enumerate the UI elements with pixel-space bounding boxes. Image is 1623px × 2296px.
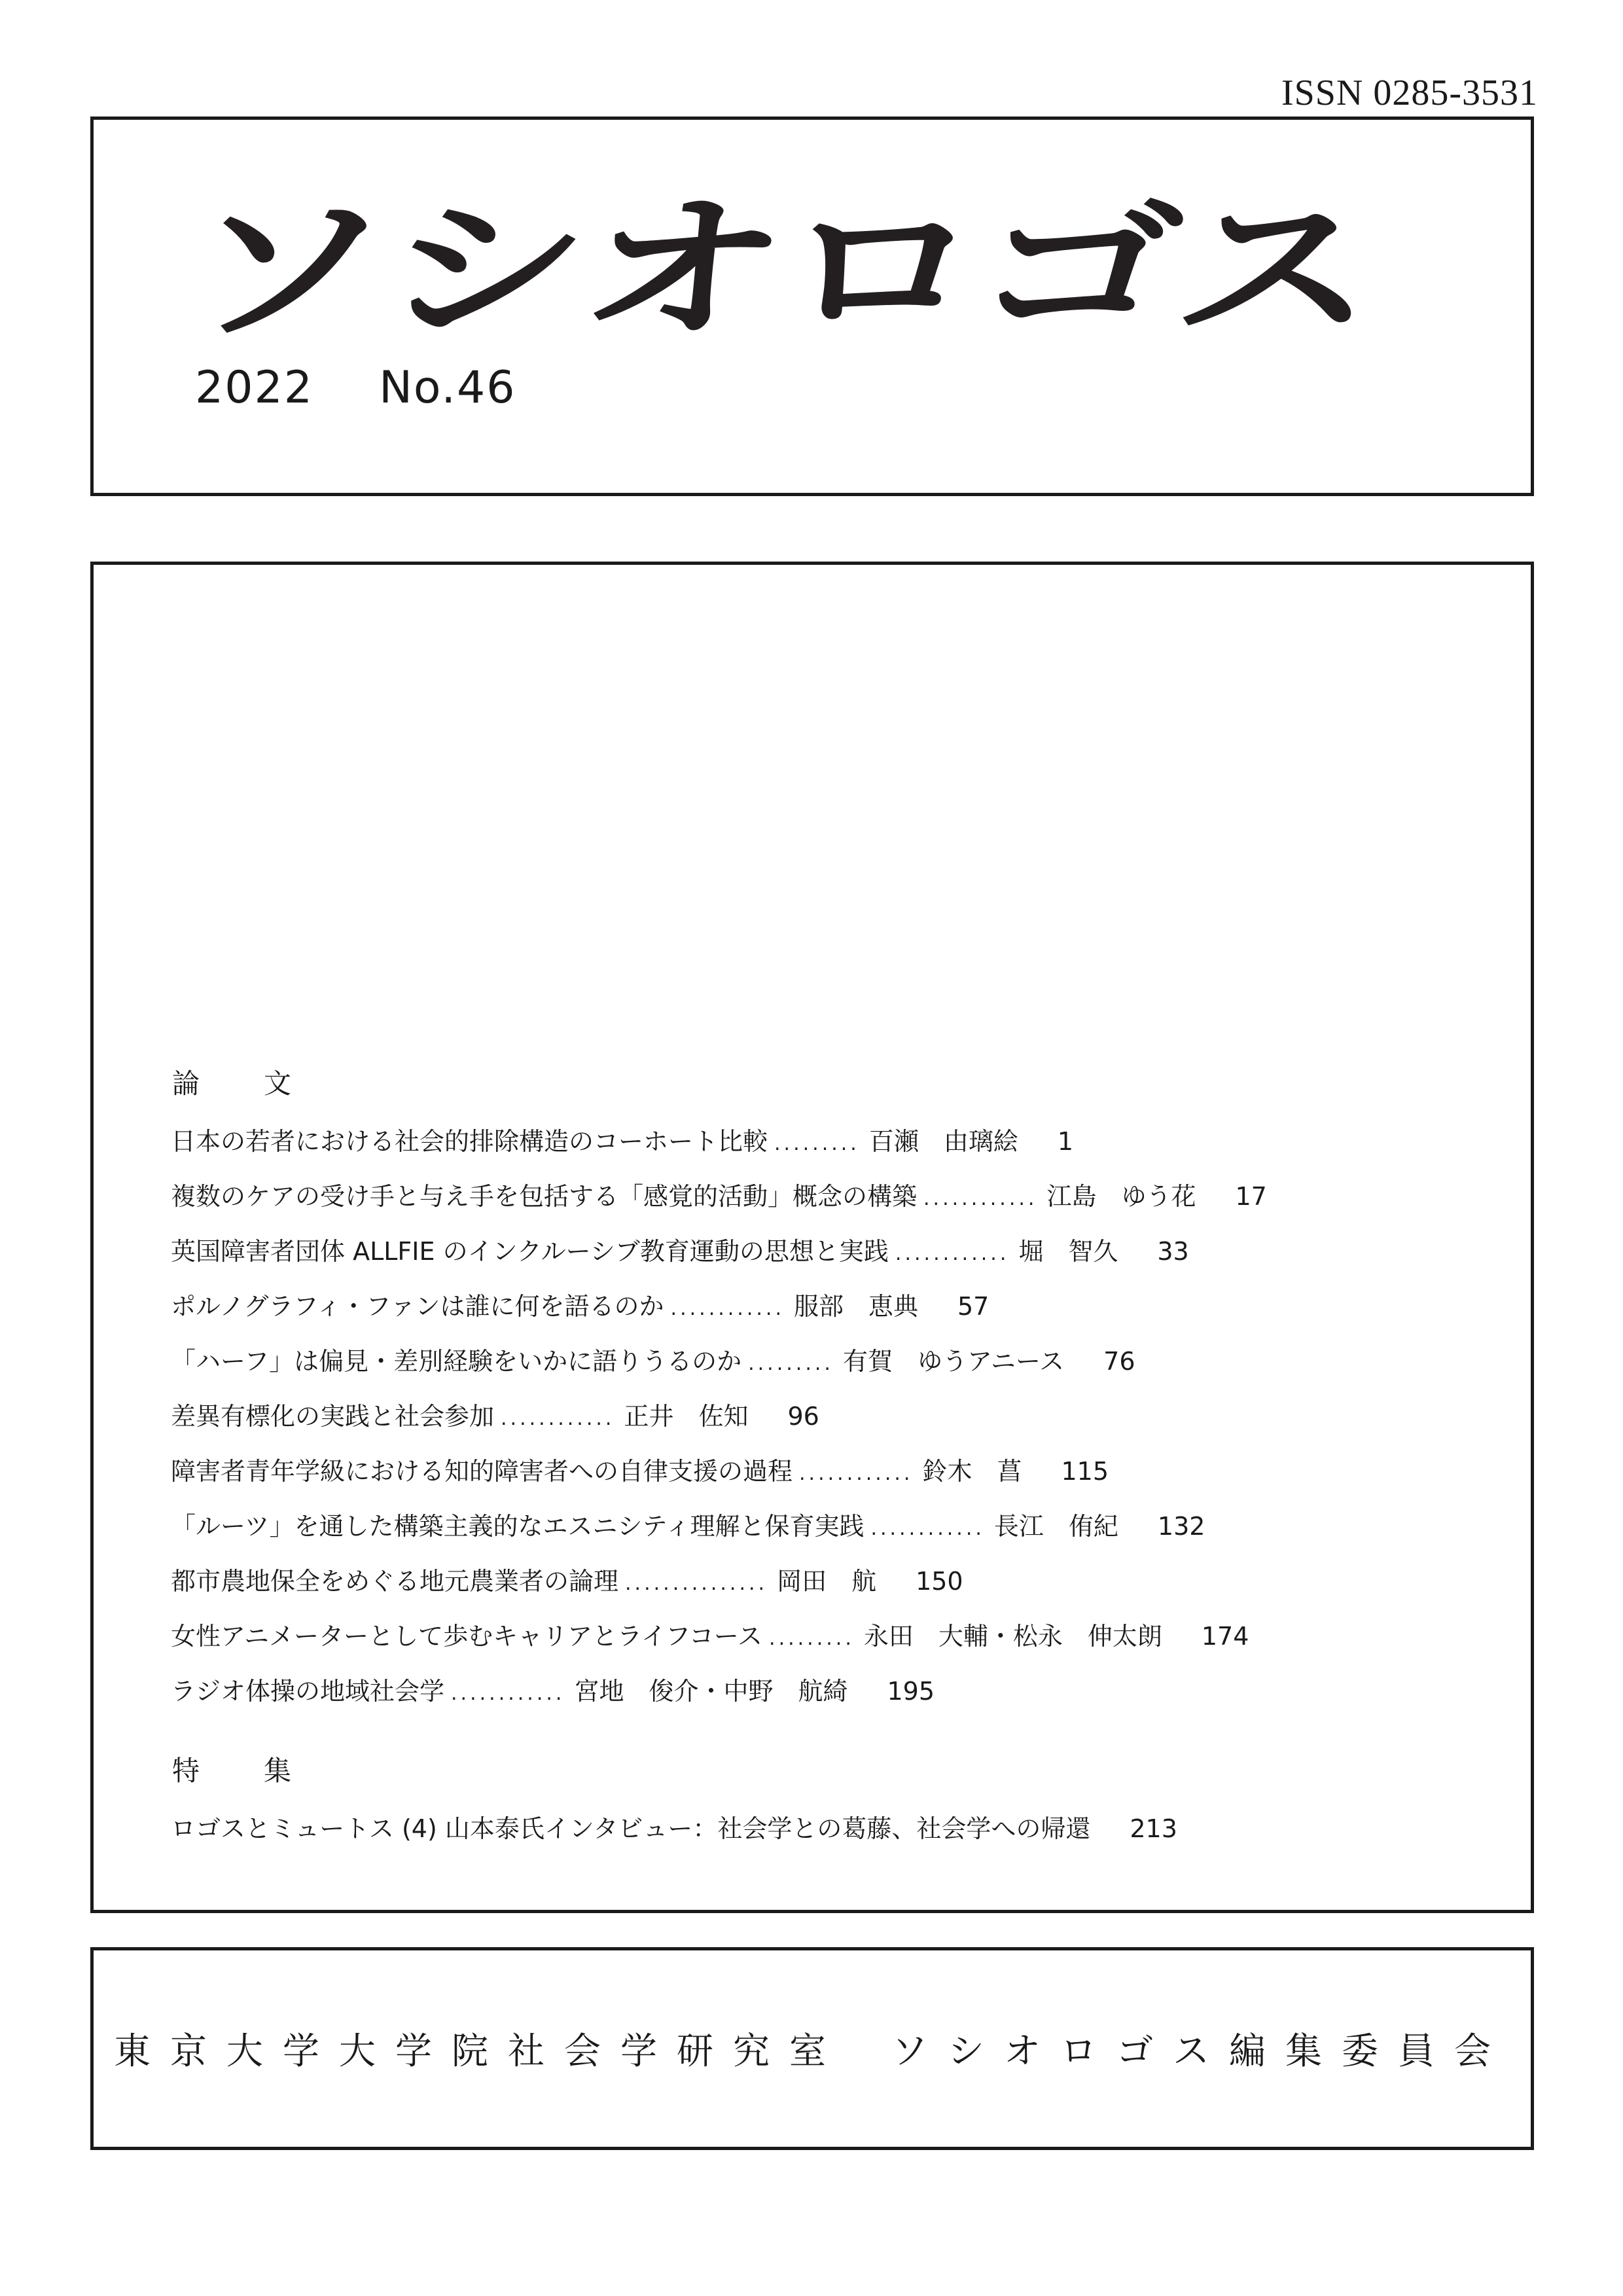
toc-entry — [171, 1561, 1505, 1616]
entry-title: 英国障害者団体 ALLFIE のインクルーシブ教育運動の思想と実践 — [171, 1237, 889, 1266]
entry-title: ポルノグラフィ・ファンは誰に何を語るのか — [171, 1292, 664, 1321]
toc-entry — [171, 1121, 1505, 1176]
issue-number: No.46 — [379, 362, 516, 414]
publisher-department: 東京大学大学院社会学研究室 — [114, 2030, 846, 2073]
toc-entry — [171, 1286, 1505, 1341]
toc-list — [171, 1062, 1505, 1863]
issue-info — [195, 362, 516, 414]
entry-page: 1 — [1057, 1127, 1074, 1156]
publisher-line — [94, 2022, 1531, 2075]
special-entry-page: 213 — [1130, 1814, 1177, 1843]
entry-title: 日本の若者における社会的排除構造のコーホート比較 — [171, 1127, 768, 1156]
toc-entry — [171, 1176, 1505, 1231]
entry-author: 百瀬 由璃絵 — [868, 1127, 1018, 1156]
toc-entry — [171, 1616, 1505, 1671]
toc-entry — [171, 1506, 1505, 1561]
toc-entry — [171, 1671, 1505, 1726]
entry-page: 76 — [1103, 1347, 1135, 1376]
entry-page: 132 — [1157, 1512, 1205, 1541]
entry-page: 33 — [1157, 1237, 1189, 1266]
entry-title: 障害者青年学級における知的障害者への自律支援の過程 — [171, 1457, 793, 1486]
entry-author: 宮地 俊介・中野 航綺 — [574, 1677, 848, 1706]
special-entry-title: ロゴスとミュートス (4) 山本泰氏インタビュー：社会学との葛藤、社会学への帰還 — [171, 1814, 1091, 1843]
special-entry — [171, 1808, 1505, 1863]
leader-dots: ............ — [923, 1187, 1038, 1210]
publisher-block — [90, 1947, 1534, 2150]
toc-entry — [171, 1396, 1505, 1451]
entry-title: 「ルーツ」を通した構築主義的なエスニシティ理解と保育実践 — [171, 1512, 865, 1541]
entry-title: 複数のケアの受け手と与え手を包括する「感覚的活動」概念の構築 — [171, 1182, 918, 1211]
toc-entry — [171, 1231, 1505, 1286]
leader-dots: ............ — [670, 1297, 785, 1320]
leader-dots: ............ — [451, 1682, 565, 1705]
entry-author: 永田 大輔・松永 伸太朗 — [863, 1622, 1162, 1651]
leader-dots: ......... — [748, 1352, 834, 1375]
entry-title: 「ハーフ」は偏見・差別経験をいかに語りうるのか — [171, 1347, 742, 1376]
toc-entry — [171, 1341, 1505, 1396]
entry-author: 長江 侑紀 — [993, 1512, 1118, 1541]
issue-year: 2022 — [195, 362, 314, 414]
issn-number: ISSN 0285-3531 — [1281, 73, 1538, 113]
papers-heading: 論 文 — [172, 1067, 310, 1100]
entry-author: 鈴木 菖 — [922, 1457, 1022, 1486]
entry-author: 堀 智久 — [1018, 1237, 1118, 1266]
entry-page: 96 — [787, 1402, 819, 1431]
entry-page: 150 — [916, 1567, 963, 1596]
entry-author: 岡田 航 — [777, 1567, 877, 1596]
publisher-committee: ソシオロゴス編集委員会 — [891, 2030, 1510, 2073]
entry-title: ラジオ体操の地域社会学 — [171, 1677, 445, 1706]
leader-dots: ............... — [625, 1572, 768, 1595]
entry-page: 195 — [887, 1677, 935, 1706]
special-heading: 特 集 — [172, 1755, 310, 1787]
leader-dots: ......... — [774, 1132, 860, 1155]
journal-title: ソシオロゴス — [177, 178, 1383, 363]
entry-page: 17 — [1235, 1182, 1267, 1211]
entry-title: 差異有標化の実践と社会参加 — [171, 1402, 495, 1431]
entry-author: 有賀 ゆうアニース — [842, 1347, 1065, 1376]
entry-author: 江島 ゆう花 — [1046, 1182, 1196, 1211]
entry-title: 都市農地保全をめぐる地元農業者の論理 — [171, 1567, 619, 1596]
table-of-contents — [90, 562, 1534, 1913]
entry-page: 174 — [1201, 1622, 1249, 1651]
toc-entry — [171, 1451, 1505, 1506]
title-block — [90, 117, 1534, 496]
leader-dots: ............ — [501, 1407, 615, 1430]
entry-author: 服部 恵典 — [793, 1292, 918, 1321]
entry-title: 女性アニメーターとして歩むキャリアとライフコース — [171, 1622, 763, 1651]
entry-page: 57 — [957, 1292, 990, 1321]
leader-dots: ............ — [870, 1517, 985, 1540]
leader-dots: ......... — [769, 1627, 855, 1650]
leader-dots: ............ — [895, 1242, 1010, 1265]
leader-dots: ............ — [799, 1462, 914, 1485]
entry-author: 正井 佐知 — [624, 1402, 749, 1431]
entry-page: 115 — [1061, 1457, 1109, 1486]
